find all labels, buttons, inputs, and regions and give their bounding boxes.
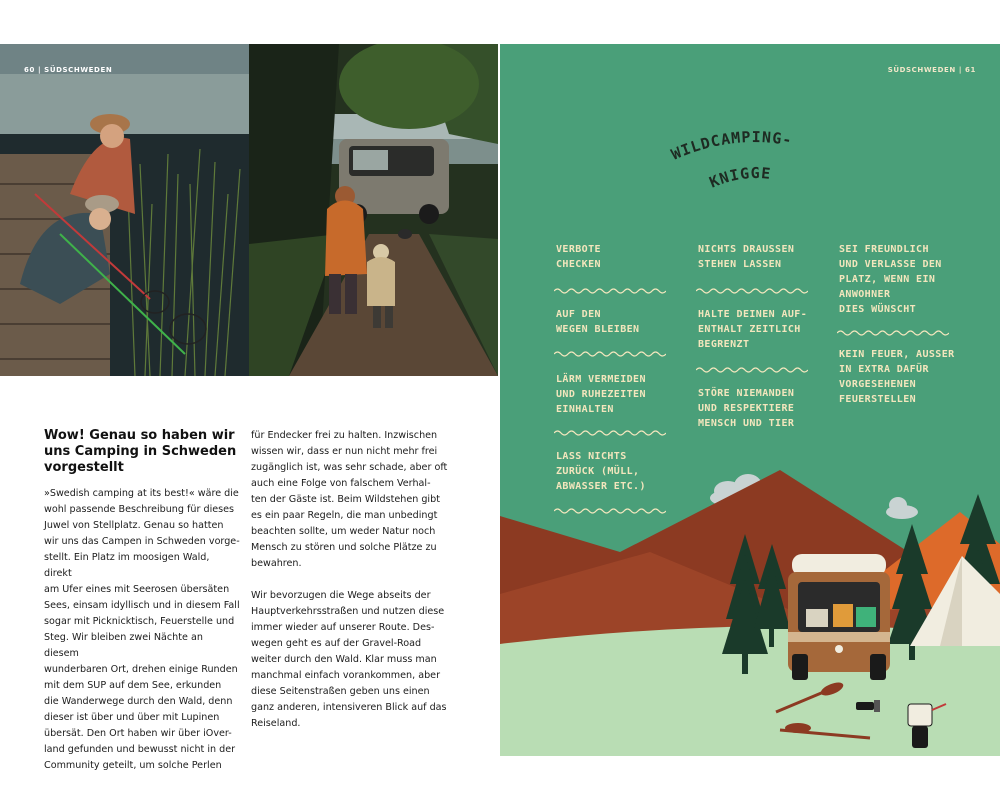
- rule-item: SEI FREUNDLICH UND VERLASSE DEN PLATZ, WENN EIN ANWOHNER DIES WÜNSCHT: [839, 244, 942, 315]
- wave-divider: [554, 350, 666, 358]
- rule-item: KEIN FEUER, AUSSER IN EXTRA DAFÜR VORGESEHENEN FEUERSTELLEN: [839, 349, 955, 405]
- text-column-1: [44, 428, 240, 774]
- photo-lake-jetty: [0, 44, 249, 376]
- rule-item: STÖRE NIEMANDEN UND RESPEKTIERE MENSCH UND TIER: [698, 388, 795, 429]
- body-paragraph: für Endecker frei zu halten. Inzwischen wissen wir, dass er nun nicht mehr frei zugänglich ist, was sehr schade, aber oft auch eine Folge von falschem Verhal- ten der Gäste ist. Beim Wildstehen gibt es ein paar Regeln, die man unbedingt beachten sollte, um weder Natur noch Mensch zu stören und solche Plätze zu bewahren.: [251, 430, 448, 569]
- article-headline: Wow! Genau so haben wir uns Camping in Schweden vorgestellt: [44, 428, 237, 475]
- title-line-1: WILDCAMPING-: [668, 127, 794, 164]
- page-number-right: SÜDSCHWEDEN | 61: [887, 66, 976, 74]
- rule-item: AUF DEN WEGEN BLEIBEN: [556, 309, 640, 335]
- svg-text:WILDCAMPING-: [669, 128, 794, 164]
- wave-divider: [696, 366, 808, 374]
- wave-divider: [837, 329, 949, 337]
- wave-divider: [696, 287, 808, 295]
- page-number-left: 60 | SÜDSCHWEDEN: [24, 66, 113, 74]
- left-page: [0, 44, 498, 771]
- rule-item: NICHTS DRAUSSEN STEHEN LASSEN: [698, 244, 795, 270]
- body-paragraph: Wir bevorzugen die Wege abseits der Hauptverkehrsstraßen und nutzen diese immer wieder auf unserer Route. Des- wegen geht es auf der Gravel-Road weiter durch den Wald. Klar muss man manchmal einfach vorankommen, aber diese Seitenstraßen geben uns einen ganz anderen, intensiveren Blick auf das Reiseland.: [251, 590, 447, 729]
- rule-item: VERBOTE CHECKEN: [556, 244, 601, 270]
- campervan-icon: [788, 554, 890, 680]
- rule-item: LÄRM VERMEIDEN UND RUHEZEITEN EINHALTEN: [556, 374, 646, 415]
- body-paragraph: »Swedish camping at its best!« wäre die wohl passende Beschreibung für dieses Juwel von Stellplatz. Genau so hatten wir uns das Campen in Schweden vorge- stellt. Ein Platz im moosigen Wald, direkt am Ufer eines mit Seerosen übersäten Sees, einsam idyllisch und in diesem Fall sogar mit Picknicktisch, Feuerstelle und Steg. Wir bleiben zwei Nächte an diesem wunderbaren Ort, drehen einige Runden mit dem SUP auf dem See, erkunden die Wanderwege durch den Wald, denn dieser ist über und über mit Lupinen übersät. Den Ort haben wir über iOver- land gefunden und bewusst nicht in der Community geteilt, um solche Perlen: [44, 488, 240, 771]
- wave-divider: [554, 429, 666, 437]
- photo-forest-campervan: [249, 44, 498, 376]
- rule-item: HALTE DEINEN AUF- ENTHALT ZEITLICH BEGRENZT: [698, 309, 808, 350]
- title-line-2: KNIGGE: [706, 163, 773, 192]
- wave-divider: [554, 287, 666, 295]
- camping-illustration: [500, 464, 1000, 756]
- text-column-2: [251, 428, 455, 732]
- wildcamping-knigge-title: [664, 116, 844, 196]
- rule-item: LASS NICHTS ZURÜCK (MÜLL, ABWASSER ETC.): [556, 451, 646, 492]
- cloud-icon: [886, 497, 918, 519]
- svg-text:KNIGGE: [707, 164, 772, 192]
- right-page: [500, 44, 1000, 756]
